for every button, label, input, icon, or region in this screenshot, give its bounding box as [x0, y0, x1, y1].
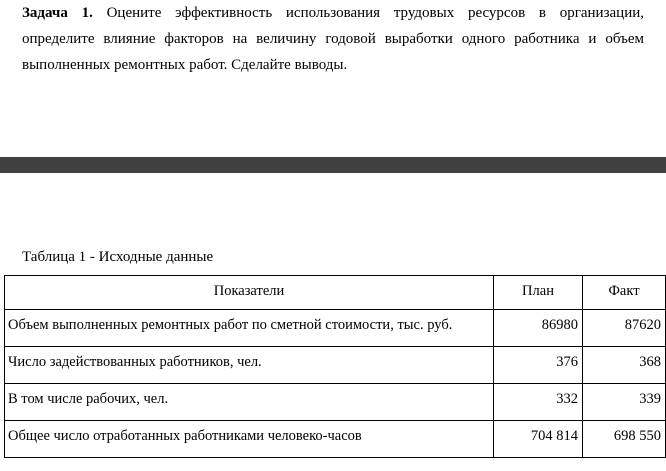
table-row [5, 310, 666, 347]
source-data-table [4, 275, 666, 458]
row-fact: 87620 [583, 310, 666, 347]
row-plan: 376 [494, 347, 583, 384]
table-row [5, 384, 666, 421]
task-line-3: выполненных ремонтных работ. Сделайте выводы. [22, 57, 348, 73]
row-name: Объем выполненных ремонтных работ по сметной стоимости, тыс. руб. [5, 310, 494, 347]
row-fact: 339 [583, 384, 666, 421]
row-plan: 332 [494, 384, 583, 421]
row-fact: 698 550 [583, 421, 666, 458]
table-header-row [5, 276, 666, 310]
header-plan: План [494, 276, 583, 310]
row-fact: 368 [583, 347, 666, 384]
row-name: В том числе рабочих, чел. [5, 384, 494, 421]
row-name: Число задействованных работников, чел. [5, 347, 494, 384]
header-indicators: Показатели [5, 276, 494, 310]
task-label: Задача 1. [22, 5, 93, 21]
task-text [0, 0, 666, 78]
task-line-1 [22, 0, 644, 26]
task-line-1-text: Оцените эффективность использования трудовых ресурсов в организации, [92, 5, 644, 21]
table-caption: Таблица 1 - Исходные данные [22, 249, 214, 265]
table-row [5, 421, 666, 458]
row-plan: 86980 [494, 310, 583, 347]
row-name: Общее число отработанных работниками человеко-часов [5, 421, 494, 458]
table-row [5, 347, 666, 384]
header-fact: Факт [583, 276, 666, 310]
page-divider [0, 157, 666, 173]
task-line-2: определите влияние факторов на величину годовой выработки одного работника и объем [22, 31, 644, 47]
row-plan: 704 814 [494, 421, 583, 458]
